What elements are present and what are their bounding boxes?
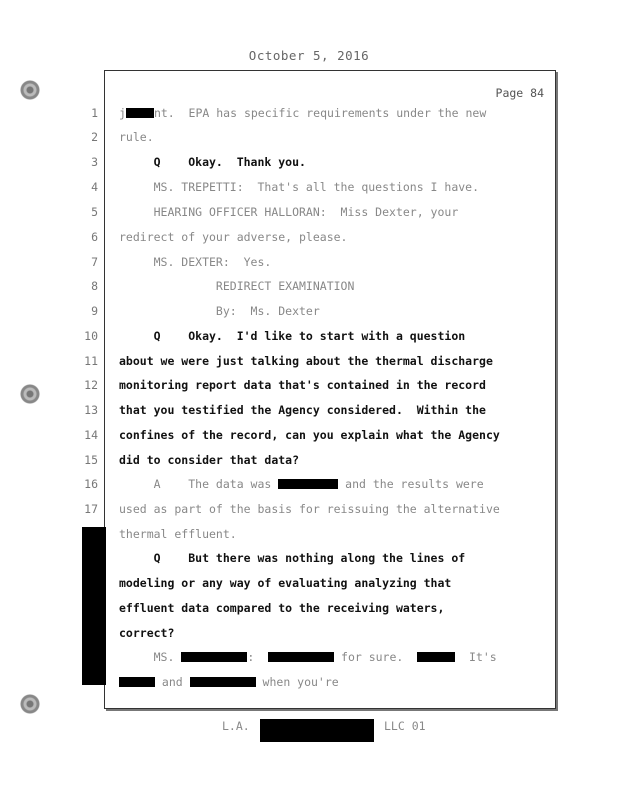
redaction-box [417,652,455,662]
redaction-box [268,652,334,662]
redaction-box [119,677,155,687]
line-text-pre: MS. [119,650,182,664]
transcript-line: rule. [119,130,154,144]
transcript-line: thermal effluent. [119,527,237,541]
line-number: 7 [91,255,98,269]
line-number: 14 [84,428,98,442]
line-number: 9 [91,304,98,318]
transcript-line: redirect of your adverse, please. [119,230,348,244]
redaction-box [278,479,338,489]
line-number: 6 [91,230,98,244]
transcript-line: correct? [119,626,175,640]
line-number: 2 [91,130,98,144]
transcript-line: Q Okay. Thank you. [119,155,306,169]
redaction-box [181,652,247,662]
line-text-post: when you're [255,675,339,689]
transcript-line: that you testified the Agency considered. Within the [119,403,486,417]
transcript-line [119,106,486,120]
transcript-line [119,650,497,664]
left-redaction-bar [82,527,106,685]
transcript-line: Q But there was nothing along the lines of [119,551,466,565]
line-number: 17 [84,502,98,516]
punch-hole-icon [20,694,40,714]
line-text-mid: and [155,675,190,689]
line-number: 16 [84,477,98,491]
line-text-post: nt. EPA has specific requirements under the new [153,106,487,120]
punch-hole-icon [20,80,40,100]
transcript-line [119,477,484,491]
line-number: 15 [84,453,98,467]
transcript-line: REDIRECT EXAMINATION [119,279,355,293]
line-text-mid: : [247,650,269,664]
transcript-line: about we were just talking about the thermal discharge [119,354,493,368]
line-text-post: and the results were [338,477,484,491]
transcript-line: HEARING OFFICER HALLORAN: Miss Dexter, your [119,205,459,219]
footer-left: L.A. [222,719,250,733]
line-number: 10 [84,329,98,343]
transcript-line: used as part of the basis for reissuing the alternative [119,502,500,516]
line-text-pre: A The data was [119,477,279,491]
footer-redaction [260,719,374,742]
redaction-box [126,108,154,118]
line-number: 4 [91,180,98,194]
punch-hole-icon [20,384,40,404]
line-number: 1 [91,106,98,120]
redaction-box [190,677,256,687]
line-number: 11 [84,354,98,368]
line-number: 13 [84,403,98,417]
line-number: 3 [91,155,98,169]
line-text-mid: for sure. [334,650,418,664]
transcript-line: did to consider that data? [119,453,300,467]
line-number: 5 [91,205,98,219]
transcript-line: Q Okay. I'd like to start with a question [119,329,466,343]
footer-right: LLC 01 [384,719,426,733]
line-number: 12 [84,378,98,392]
page-number: Page 84 [495,86,544,100]
header-date: October 5, 2016 [248,48,370,63]
line-text-post: It's [455,650,497,664]
transcript-line: MS. DEXTER: Yes. [119,255,272,269]
line-number: 8 [91,279,98,293]
transcript-line: MS. TREPETTI: That's all the questions I have. [119,180,480,194]
transcript-line: confines of the record, can you explain what the Agency [119,428,500,442]
transcript-line: effluent data compared to the receiving waters, [119,601,445,615]
transcript-line: By: Ms. Dexter [119,304,320,318]
transcript-line [119,675,339,689]
transcript-line: modeling or any way of evaluating analyzing that [119,576,452,590]
line-text-pre: j [119,106,126,120]
transcript-line: monitoring report data that's contained in the record [119,378,486,392]
